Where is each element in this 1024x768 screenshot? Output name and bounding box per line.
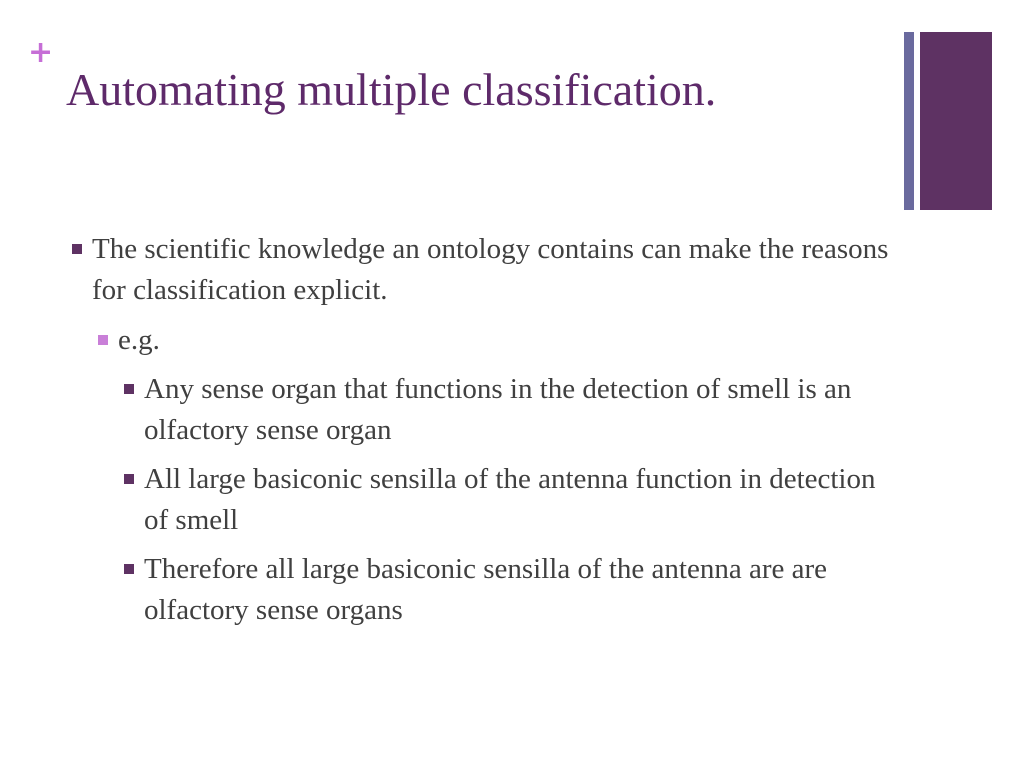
slide-title: Automating multiple classification. [66,64,717,115]
bullet-item-level3 [144,459,884,541]
bullet-square-icon [124,564,134,574]
bullet-text: The scientific knowledge an ontology contains can make the reasons for classification explicit. [92,233,889,306]
bullet-square-icon [72,244,82,254]
accent-bar-thick [920,32,992,210]
bullet-item-level1 [92,229,892,311]
bullet-item-level3 [144,369,884,451]
bullet-text: Therefore all large basiconic sensilla of the antenna are are olfactory sense organs [144,553,828,626]
accent-bar-thin [904,32,914,210]
bullet-square-icon [124,474,134,484]
bullet-text: e.g. [118,324,160,356]
bullet-square-icon [98,335,108,345]
plus-decoration-icon: + [28,35,54,70]
bullet-item-level3 [144,549,884,631]
bullet-square-icon [124,384,134,394]
bullet-text: All large basiconic sensilla of the antenna function in detection of smell [144,463,876,536]
bullet-item-level2 [118,320,878,361]
bullet-text: Any sense organ that functions in the detection of smell is an olfactory sense organ [144,373,852,446]
